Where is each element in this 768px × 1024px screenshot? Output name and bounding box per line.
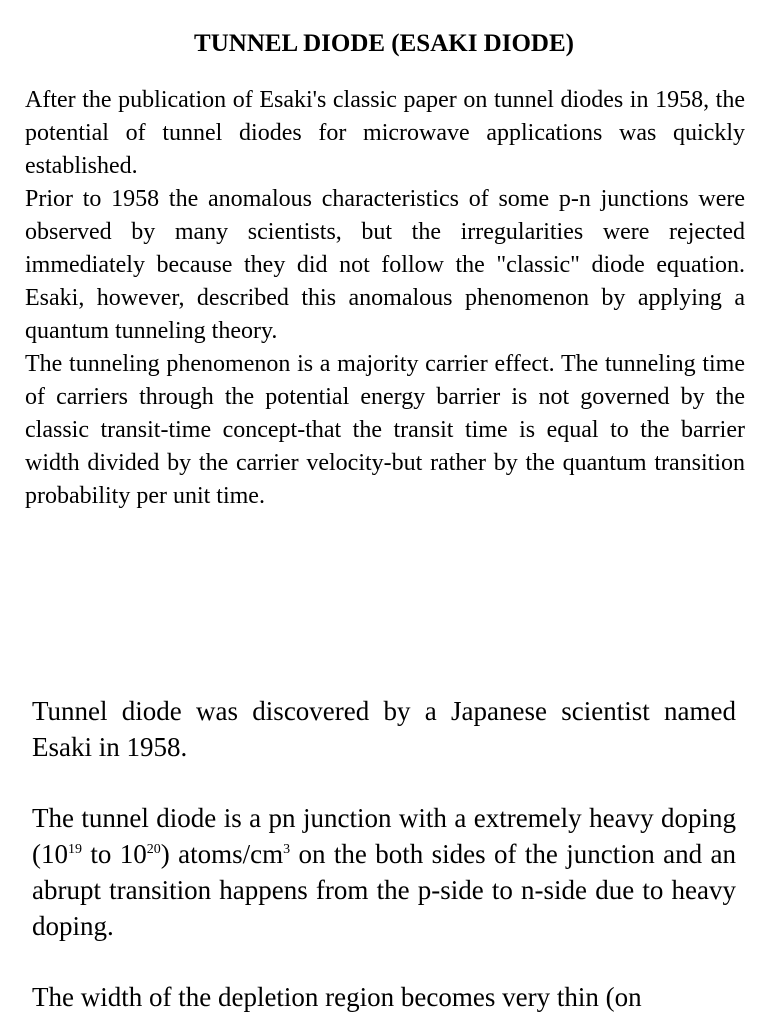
paragraph-discovery: Tunnel diode was discovered by a Japanese scientist named Esaki in 1958. bbox=[32, 696, 736, 762]
paragraph-doping bbox=[32, 800, 736, 944]
doping-text-1: The tunnel diode is a pn junction with a extremely heavy doping (10 bbox=[32, 803, 736, 869]
paragraph-majority-carrier: The tunneling phenomenon is a majority carrier effect. The tunneling time of carriers through the potential energy barrier is not governed by the classic transit-time concept-that the transit time is equal to the barrier width divided by the carrier velocity-but rather by the quantum transition probability per unit time. bbox=[25, 351, 745, 509]
paragraph-publication: After the publication of Esaki's classic paper on tunnel diodes in 1958, the potential of tunnel diodes for microwave applications was quickly established. bbox=[25, 87, 745, 179]
paragraph-depletion: The width of the depletion region becomes very thin (on bbox=[32, 982, 642, 1012]
doping-exponent-1: 19 bbox=[68, 842, 82, 857]
doping-text-2: to 10 bbox=[82, 839, 147, 869]
page-title: TUNNEL DIODE (ESAKI DIODE) bbox=[194, 30, 574, 57]
doping-text-3: ) atoms/cm bbox=[160, 839, 284, 869]
doping-exponent-2: 20 bbox=[146, 842, 161, 857]
doping-text-4: on the both sides of the junction and an abrupt transition happens from the p-side to n-side due to heavy doping. bbox=[32, 839, 736, 941]
notes-section bbox=[32, 693, 736, 1024]
paragraph-prior-observations: Prior to 1958 the anomalous characteristics of some p-n junctions were observed by many scientists, but the irregularities were rejected immediately because they did not follow the "classic" diode equation. Esaki, however, described this anomalous phenomenon by applying a quantum tunneling theory. bbox=[25, 186, 745, 344]
doping-exponent-3: 3 bbox=[283, 842, 291, 857]
intro-section bbox=[25, 84, 745, 513]
